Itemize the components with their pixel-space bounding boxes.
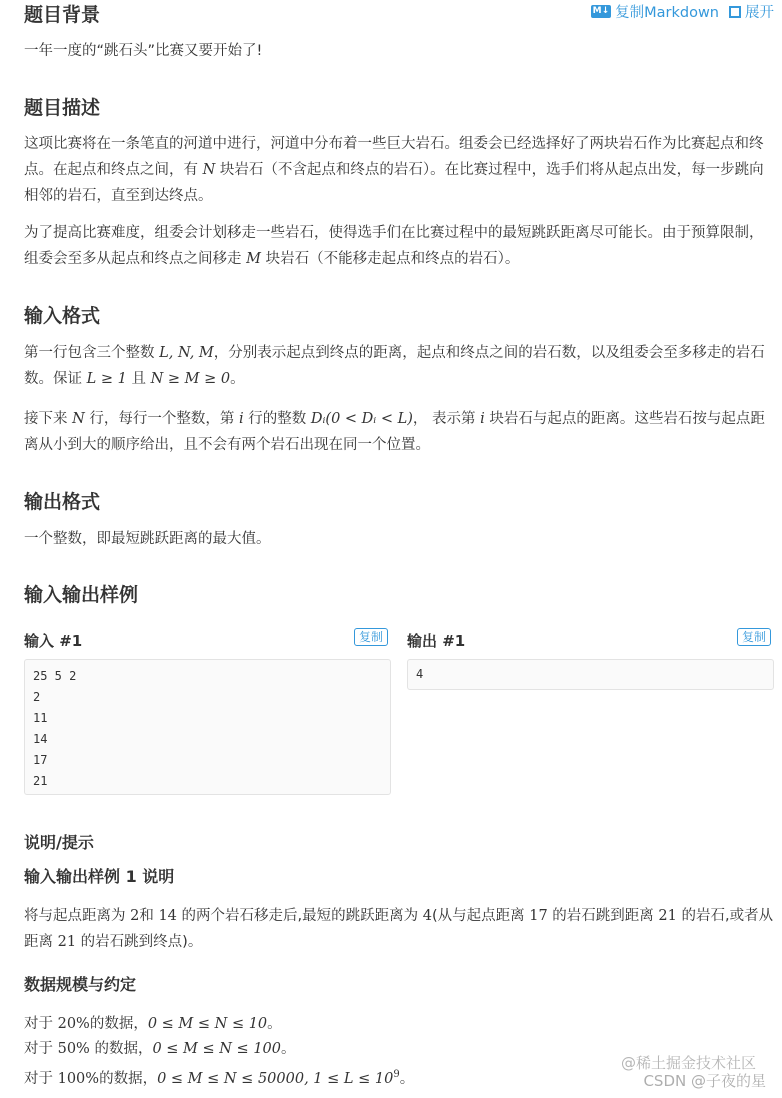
output-format-title: 输出格式 [24,491,101,513]
data-scale-title: 数据规模与约定 [24,975,137,994]
sample-input-line: 11 [33,711,48,725]
copy-output-button[interactable]: 复制 [737,628,771,646]
sample-input-line: 17 [33,753,48,767]
expand-icon [729,6,741,18]
sample-input-label: 输入 #1 [24,632,83,650]
data-scale-line-1: 对于 20%的数据，0 ≤ M ≤ N ≤ 10。 [24,1016,282,1032]
copy-input-button[interactable]: 复制 [354,628,388,646]
sample-explanation-title: 输入输出样例 1 说明 [24,867,175,886]
data-scale-line-2: 对于 50% 的数据，0 ≤ M ≤ N ≤ 100。 [24,1041,296,1057]
description-paragraph-2: 为了提高比赛难度，组委会计划移走一些岩石，使得选手们在比赛过程中的最短跳跃距离尽可能长。由于预算限制，组委会至多从起点和终点之间移走 M 块岩石（不能移走起点和终点的岩石）。 [24,225,764,267]
sample-input-line: 25 5 2 [33,669,77,683]
description-title: 题目描述 [24,97,101,119]
sample-input-line: 2 [33,690,41,704]
expand-button[interactable] [729,1,774,22]
sample-input-box[interactable] [24,659,391,795]
data-scale-line-3: 对于 100%的数据，0 ≤ M ≤ N ≤ 50000, $1 \le L \le 10^9$。 [24,1069,415,1087]
background-text: 一年一度的“跳石头”比赛又要开始了! [24,43,263,59]
copy-markdown-button[interactable] [591,1,719,22]
input-format-paragraph-1: 第一行包含三个整数 L, N, M，分别表示起点到终点的距离，起点和终点之间的岩石数，以及组委会至多移走的岩石数。保证 L ≥ 1 且 N ≥ M ≥ 0。 [24,345,765,387]
input-format-title: 输入格式 [24,305,101,327]
background-title: 题目背景 [24,4,101,26]
sample-output-label: 输出 #1 [407,632,466,650]
sample-input-line: 21 [33,774,48,788]
sample-output-line: 4 [416,667,424,681]
sample-input-line: 14 [33,732,48,746]
sample-explanation-text: 将与起点距离为 2和 14 的两个岩石移走后,最短的跳跃距离为 4(从与起点距离 17 的岩石跳到距离 21 的岩石,或者从距离 21 的岩石跳到终点)。 [24,908,774,950]
sample-output-box[interactable] [407,659,774,690]
samples-title: 输入输出样例 [24,584,139,606]
markdown-icon: M↓ [592,6,610,16]
description-paragraph-1: 这项比赛将在一条笔直的河道中进行，河道中分布着一些巨大岩石。组委会已经选择好了两块岩石作为比赛起点和终点。在起点和终点之间，有 N 块岩石（不含起点和终点的岩石）。在比赛过程中，选手们将从起点出发，每一步跳向相邻的岩石，直至到达终点。 [24,136,764,204]
top-actions [591,1,774,22]
hints-title: 说明/提示 [24,833,94,852]
watermark-csdn: CSDN @子夜的星 [643,1072,766,1090]
copy-markdown-label: 复制Markdown [615,5,719,21]
output-format-text: 一个整数，即最短跳跃距离的最大值。 [24,531,271,547]
watermark-juejin: @稀土掘金技术社区 [620,1054,756,1072]
expand-label: 展开 [745,5,774,21]
input-format-paragraph-2: 接下来 N 行，每行一个整数，第 i 行的整数 Dᵢ(0 < Dᵢ < L)， 表示第 i 块岩石与起点的距离。这些岩石按与起点距离从小到大的顺序给出，且不会有两个岩石出现在同一个位置。 [24,411,765,453]
